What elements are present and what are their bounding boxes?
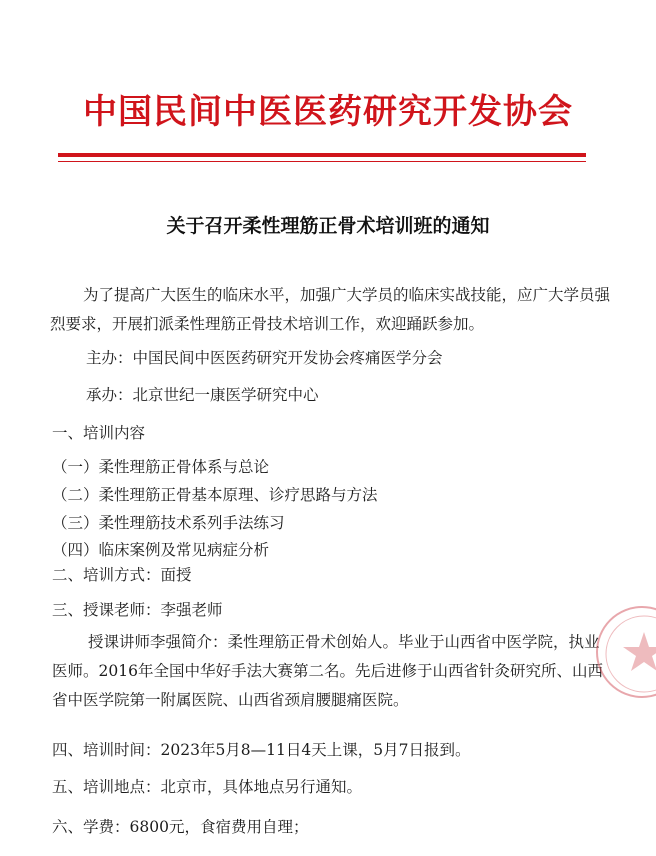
content-item: （二）柔性理筋正骨基本原理、诊疗思路与方法	[52, 486, 378, 504]
teacher-bio-paragraph: 授课讲师李强简介：柔性理筋正骨术创始人。毕业于山西省中医学院，执业医师。2016年全国中华好手法大赛第二名。先后进修于山西省针灸研究所、山西省中医学院第一附属医院、山西省颈肩腰腿痛医院。	[52, 633, 603, 709]
section-time: 四、培训时间：2023年5月8—11日4天上课，5月7日报到。	[52, 741, 471, 759]
notice-title: 关于召开柔性理筋正骨术培训班的通知	[166, 215, 490, 237]
header-rule-thick	[58, 153, 586, 157]
host-line: 主办：中国民间中医医药研究开发协会疼痛医学分会	[86, 349, 443, 367]
section-fee: 六、学费：6800元，食宿费用自理；	[52, 818, 309, 836]
undertaker-line: 承办：北京世纪一康医学研究中心	[86, 386, 319, 404]
organization-header: 中国民间中医医药研究开发协会	[83, 92, 573, 132]
section-teacher: 三、授课老师：李强老师	[52, 601, 223, 619]
content-item: （三）柔性理筋技术系列手法练习	[52, 514, 285, 532]
official-seal	[596, 606, 656, 698]
seal-star-icon	[598, 608, 656, 700]
section-location: 五、培训地点：北京市，具体地点另行通知。	[52, 778, 363, 796]
section-method: 二、培训方式：面授	[52, 566, 192, 584]
intro-paragraph: 为了提高广大医生的临床水平，加强广大学员的临床实战技能，应广大学员强烈要求，开展扪派柔性理筋正骨技术培训工作，欢迎踊跃参加。	[50, 286, 611, 333]
content-item: （一）柔性理筋正骨体系与总论	[52, 458, 270, 476]
content-item: （四）临床案例及常见病症分析	[52, 541, 270, 559]
section-content-heading: 一、培训内容	[52, 424, 146, 442]
header-rule-thin	[58, 161, 586, 162]
